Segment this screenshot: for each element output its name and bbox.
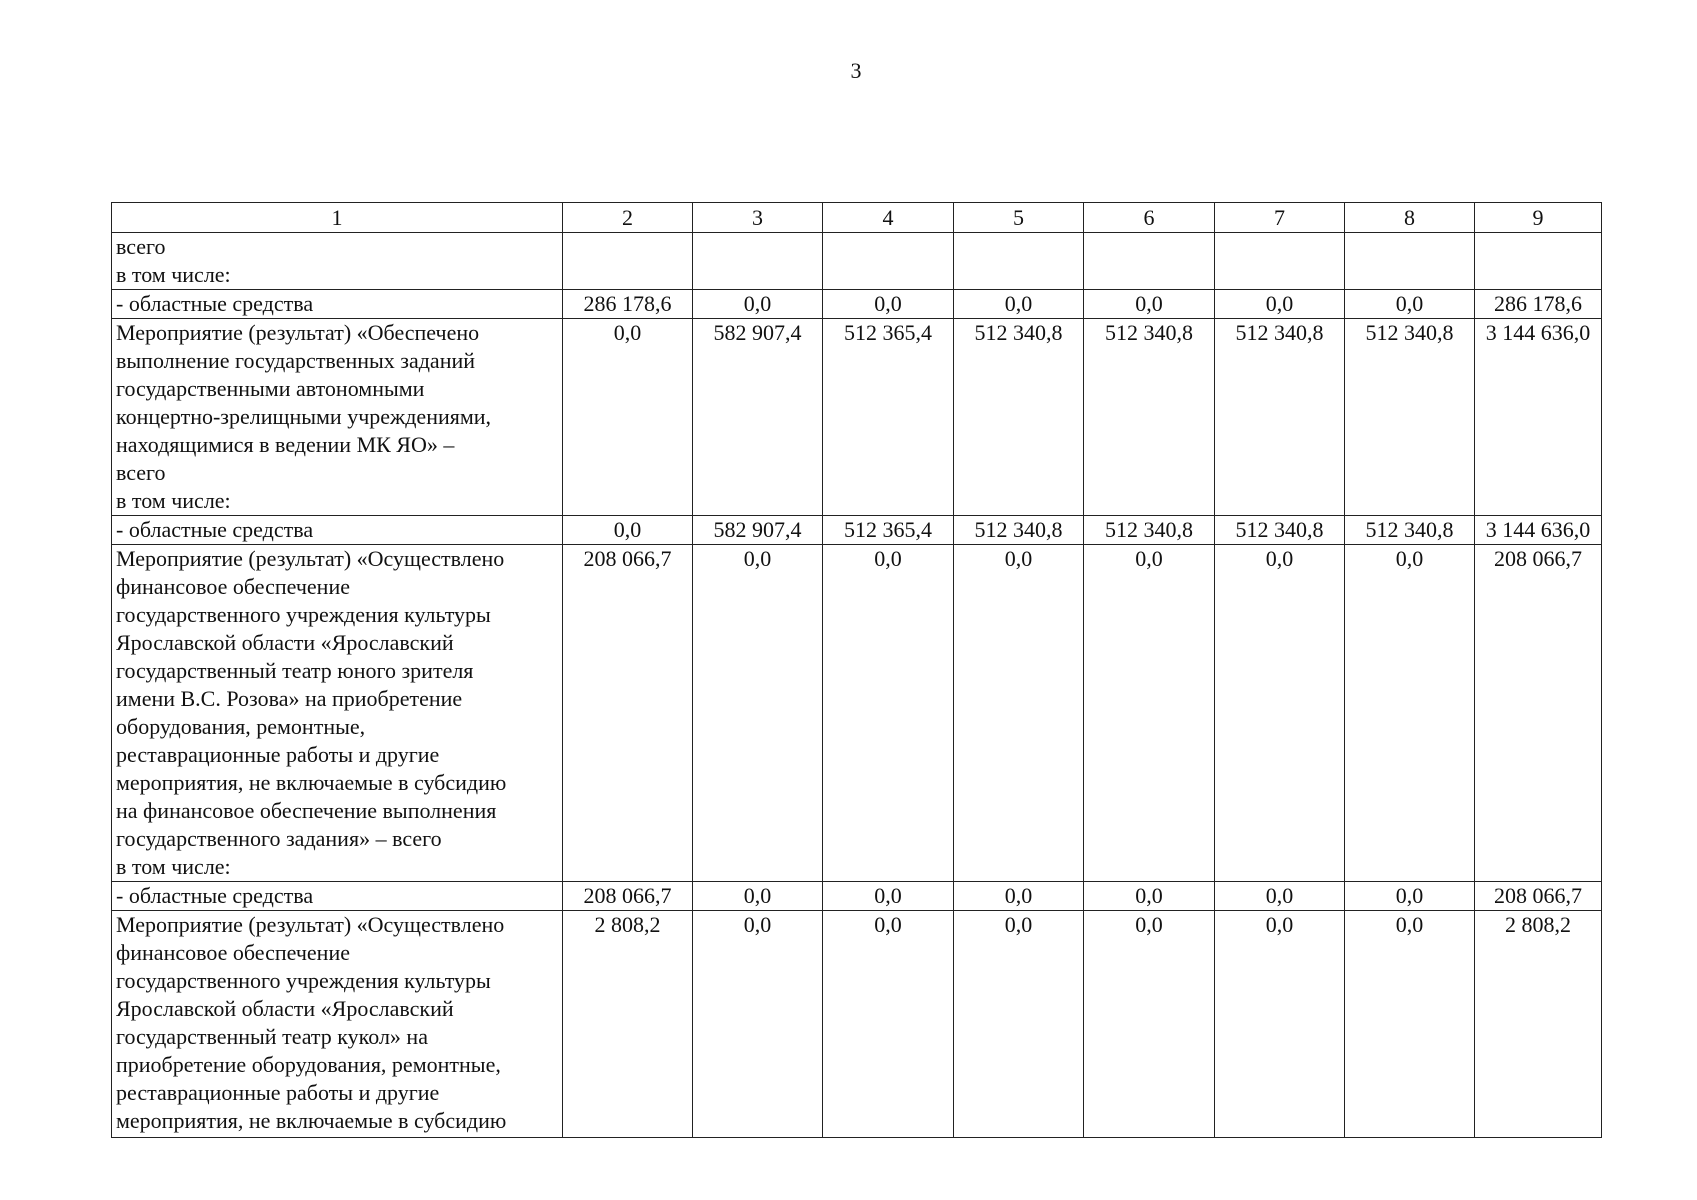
column-header-4: 4 [823, 203, 954, 233]
row-description: Мероприятие (результат) «Осуществлено финансовое обеспечение государственного учреждения культуры Ярославской области «Ярославский государственный театр кукол» на приобретение оборудования, ремонтные, реставрационные работы и другие мероприятия, не включаемые в субсидию [112, 911, 563, 1138]
value-cell: 0,0 [954, 911, 1084, 1138]
value-cell: 512 365,4 [823, 516, 954, 545]
value-cell: 0,0 [563, 516, 693, 545]
value-cell: 512 365,4 [823, 319, 954, 516]
value-cell: 0,0 [693, 911, 823, 1138]
value-cell [1345, 233, 1475, 290]
value-cell: 0,0 [823, 882, 954, 911]
value-cell: 208 066,7 [1475, 545, 1602, 882]
value-cell: 0,0 [1215, 545, 1345, 882]
value-cell: 208 066,7 [563, 545, 693, 882]
table-row [112, 290, 1602, 319]
value-cell: 0,0 [1215, 882, 1345, 911]
column-header-5: 5 [954, 203, 1084, 233]
value-cell [954, 233, 1084, 290]
value-cell [563, 233, 693, 290]
value-cell [693, 233, 823, 290]
value-cell: 208 066,7 [563, 882, 693, 911]
value-cell: 0,0 [563, 319, 693, 516]
table-row [112, 516, 1602, 545]
value-cell: 512 340,8 [1084, 516, 1215, 545]
table-row [112, 233, 1602, 290]
value-cell: 512 340,8 [954, 516, 1084, 545]
value-cell: 0,0 [1345, 290, 1475, 319]
value-cell: 0,0 [1345, 545, 1475, 882]
value-cell: 2 808,2 [563, 911, 693, 1138]
value-cell: 512 340,8 [954, 319, 1084, 516]
value-cell [823, 233, 954, 290]
value-cell [1215, 233, 1345, 290]
value-cell: 0,0 [954, 545, 1084, 882]
table-row [112, 882, 1602, 911]
value-cell [1475, 233, 1602, 290]
value-cell: 582 907,4 [693, 319, 823, 516]
column-header-8: 8 [1345, 203, 1475, 233]
value-cell: 3 144 636,0 [1475, 319, 1602, 516]
value-cell: 0,0 [1215, 911, 1345, 1138]
value-cell: 0,0 [1345, 911, 1475, 1138]
column-header-2: 2 [563, 203, 693, 233]
value-cell: 0,0 [823, 545, 954, 882]
budget-table [111, 202, 1602, 1138]
value-cell: 0,0 [693, 545, 823, 882]
column-header-7: 7 [1215, 203, 1345, 233]
row-description: Мероприятие (результат) «Осуществлено финансовое обеспечение государственного учреждения культуры Ярославской области «Ярославский государственный театр юного зрителя имени В.С. Розова» на приобретение оборудования, ремонтные, реставрационные работы и другие мероприятия, не включаемые в субсидию на финансовое обеспечение выполнения государственного задания» – всего в том числе: [112, 545, 563, 882]
table-row [112, 911, 1602, 1138]
value-cell: 0,0 [954, 290, 1084, 319]
table-row [112, 319, 1602, 516]
column-header-1: 1 [112, 203, 563, 233]
value-cell [1084, 233, 1215, 290]
value-cell: 0,0 [1215, 290, 1345, 319]
value-cell: 0,0 [1084, 911, 1215, 1138]
column-header-3: 3 [693, 203, 823, 233]
row-description: - областные средства [112, 516, 563, 545]
value-cell: 512 340,8 [1084, 319, 1215, 516]
column-header-6: 6 [1084, 203, 1215, 233]
value-cell: 0,0 [823, 911, 954, 1138]
column-header-9: 9 [1475, 203, 1602, 233]
row-description: - областные средства [112, 290, 563, 319]
value-cell: 0,0 [1345, 882, 1475, 911]
value-cell: 0,0 [823, 290, 954, 319]
table-row [112, 545, 1602, 882]
value-cell: 3 144 636,0 [1475, 516, 1602, 545]
value-cell: 0,0 [1084, 882, 1215, 911]
value-cell: 2 808,2 [1475, 911, 1602, 1138]
value-cell: 0,0 [1084, 545, 1215, 882]
value-cell: 0,0 [693, 882, 823, 911]
value-cell: 208 066,7 [1475, 882, 1602, 911]
page-number: 3 [850, 58, 862, 83]
value-cell: 286 178,6 [563, 290, 693, 319]
row-description: Мероприятие (результат) «Обеспечено выполнение государственных заданий государственными автономными концертно-зрелищными учреждениями, находящимися в ведении МК ЯО» – всего в том числе: [112, 319, 563, 516]
value-cell: 0,0 [954, 882, 1084, 911]
value-cell: 512 340,8 [1215, 516, 1345, 545]
value-cell: 286 178,6 [1475, 290, 1602, 319]
row-description: - областные средства [112, 882, 563, 911]
value-cell: 512 340,8 [1345, 319, 1475, 516]
header-row [112, 203, 1602, 233]
value-cell: 0,0 [693, 290, 823, 319]
value-cell: 582 907,4 [693, 516, 823, 545]
value-cell: 512 340,8 [1215, 319, 1345, 516]
value-cell: 0,0 [1084, 290, 1215, 319]
value-cell: 512 340,8 [1345, 516, 1475, 545]
row-description: всего в том числе: [112, 233, 563, 290]
